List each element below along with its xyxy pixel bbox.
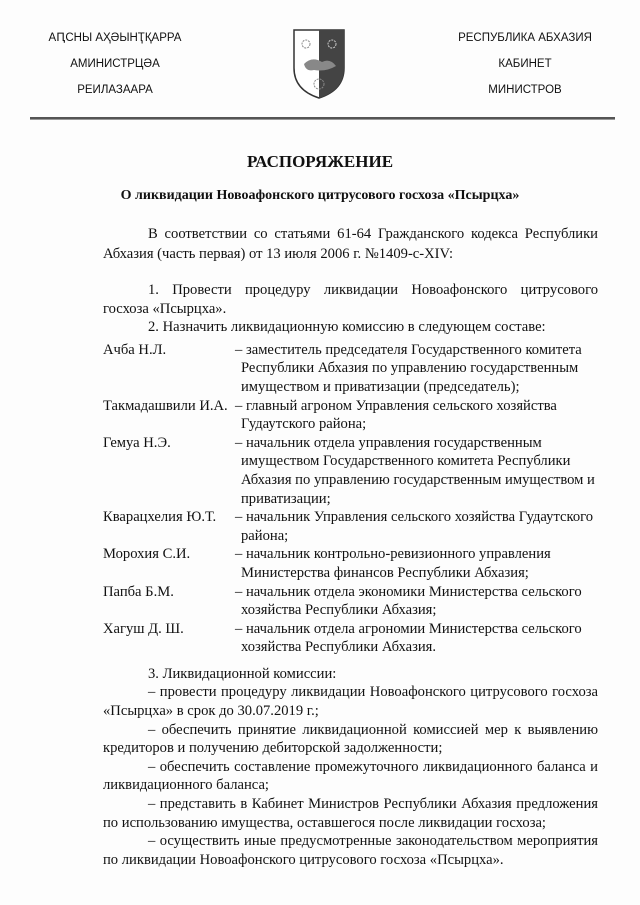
member-role: – заместитель председателя Государственного комитета Республики Абхазия по управлению государственным имуществом и приватизации (председатель);: [235, 341, 582, 395]
item-3-point: – представить в Кабинет Министров Республики Абхазия предложения по использованию имущества, оставшегося после ликвидации госхоза;: [103, 796, 598, 831]
header-left-line: АМИНИСТРЦӘА: [70, 58, 160, 70]
header-right-line: КАБИНЕТ: [498, 58, 552, 70]
member-row: [103, 508, 598, 545]
member-row: [103, 434, 598, 508]
member-role: – начальник контрольно-ревизионного управления Министерства финансов Республики Абхазия;: [235, 546, 551, 581]
preamble: В соответствии со статьями 61-64 Гражданского кодекса Республики Абхазия (часть первая) от 13 июля 2006 г. №1409-с-XIV:: [103, 226, 598, 262]
member-role: – начальник отдела управления государственным имуществом Государственного комитета Республики Абхазия по управлению государственным имуществом и приватизации;: [235, 434, 595, 507]
header-right-line: МИНИСТРОВ: [488, 84, 562, 96]
item-3-point: – провести процедуру ликвидации Новоафонского цитрусового госхоза «Псырцха» в срок до 30.07.2019 г.;: [103, 684, 598, 720]
member-name: Кварацхелия Ю.Т.: [103, 509, 217, 526]
document-body: [103, 0, 598, 889]
member-row: [103, 620, 598, 657]
member-role: – начальник отдела агрономии Министерства сельского хозяйства Республики Абхазия.: [235, 620, 582, 656]
item-2: 2. Назначить ликвидационную комиссию в следующем составе:: [148, 319, 546, 336]
commission-members: [103, 341, 598, 657]
item-3-block: [103, 665, 598, 870]
header-right-line: РЕСПУБЛИКА АБХАЗИЯ: [458, 32, 592, 44]
member-name: Папба Б.М.: [103, 583, 174, 600]
items-1-2: [103, 281, 598, 337]
member-role: – начальник отдела экономики Министерства сельского хозяйства Республики Абхазия;: [235, 583, 582, 619]
preamble-block: [103, 224, 598, 264]
member-row: [103, 545, 598, 582]
member-row: [103, 583, 598, 620]
member-role: – начальник Управления сельского хозяйства Гудаутского района;: [235, 509, 594, 544]
header-left-line: РЕИЛАЗААРА: [77, 84, 153, 96]
member-name: Ачба Н.Л.: [103, 341, 167, 358]
member-name: Морохия С.И.: [103, 546, 191, 563]
member-row: [103, 341, 598, 397]
item-3: 3. Ликвидационной комиссии:: [148, 665, 337, 682]
header-left-line: АԤСНЫ АҲӘЫНҬҚАРРА: [48, 32, 182, 44]
member-row: [103, 397, 598, 434]
item-3-point: – осуществить иные предусмотренные законодательством мероприятия по ликвидации Новоафонского цитрусового госхоза «Псырцха».: [103, 833, 598, 868]
item-1: 1. Провести процедуру ликвидации Новоафонского цитрусового госхоза «Псырцха».: [103, 282, 598, 317]
document-title: РАСПОРЯЖЕНИЕ: [246, 152, 394, 171]
document-subtitle: О ликвидации Новоафонского цитрусового госхоза «Псырцха»: [120, 188, 520, 203]
member-name: Такмадашвили И.А.: [103, 397, 228, 414]
member-role: – главный агроном Управления сельского хозяйства Гудаутского района;: [235, 397, 557, 433]
member-name: Гемуа Н.Э.: [103, 434, 171, 451]
item-3-points: [103, 683, 598, 869]
item-3-point: – обеспечить составление промежуточного ликвидационного баланса и ликвидационного баланса;: [103, 758, 598, 794]
item-3-point: – обеспечить принятие ликвидационной комиссией мер к выявлению кредиторов и получению дебиторской задолженности;: [103, 721, 598, 757]
member-name: Хагуш Д. Ш.: [103, 620, 184, 637]
